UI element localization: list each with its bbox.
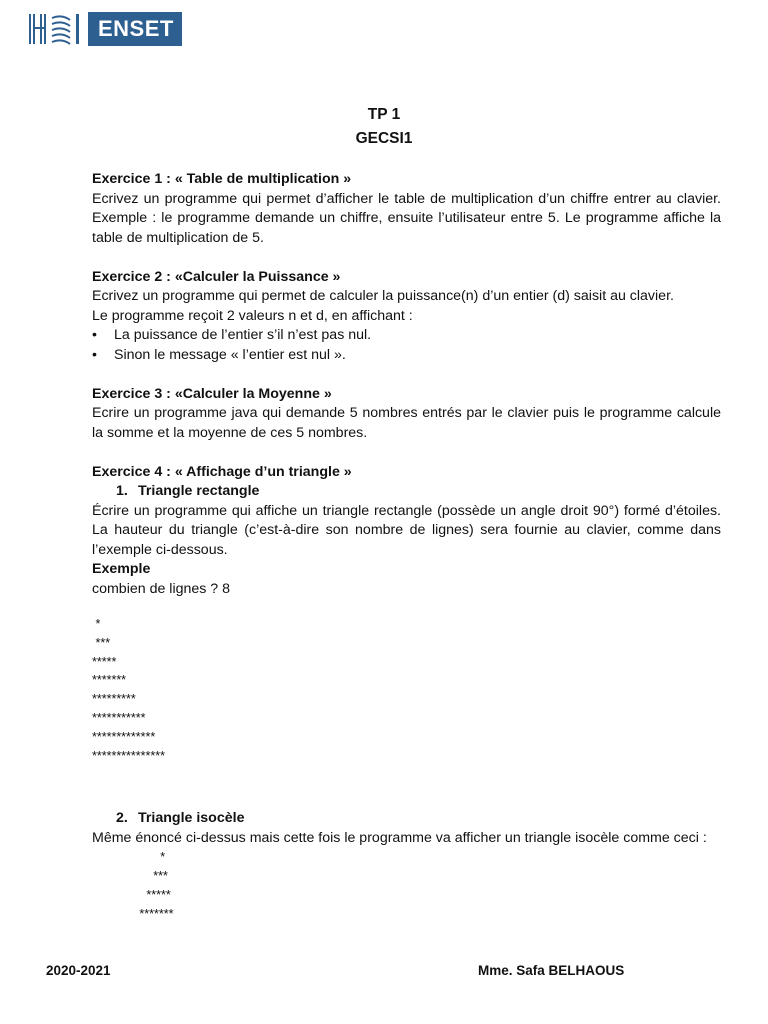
subsection-1-title [92,482,721,502]
exercise-2-line-1: Ecrivez un programme qui permet de calculer la puissance(n) d’un entier (d) saisit au clavier. [92,288,674,304]
document-body [92,170,721,924]
exercise-3-text: Ecrire un programme java qui demande 5 nombres entrés par le clavier puis le programme calcule la somme et la moyenne de ces 5 nombres. [92,405,721,441]
enset-logo-text: ENSET [88,12,182,46]
example-label: Exemple [92,561,151,577]
subsection-2-text: Même énoncé ci-dessus mais cette fois le programme va afficher un triangle isocèle comme ceci : [92,829,707,846]
doc-title: TP 1 [367,106,401,123]
subsection-1-number: 1. [116,483,128,499]
list-item: • Sinon le message « l’entier est nul ». [92,346,721,366]
subsection-2-title [92,809,721,829]
footer-year: 2020-2021 [46,963,111,978]
subsection-1-label: Triangle rectangle [138,483,260,499]
exercise-1-text: Ecrivez un programme qui permet d’afficher le table de multiplication d’un chiffre entrer au clavier. Exemple : le programme demande un chiffre, ensuite l’utilisateur entre 5. Le programme affiche la table de multiplication de 5. [92,190,721,246]
footer-author: Mme. Safa BELHAOUS [478,963,625,978]
exercise-2-heading: Exercice 2 : «Calculer la Puissance » [92,268,341,285]
exercise-2-bullets [92,326,721,365]
university-logo-icon [28,12,80,46]
exercise-4-heading: Exercice 4 : « Affichage d’un triangle » [92,463,352,480]
example-prompt: combien de lignes ? 8 [92,580,231,597]
isosceles-triangle-output: * *** ***** ******* [139,850,174,921]
logo [28,12,182,46]
doc-subtitle: GECSI1 [355,130,413,147]
subsection-1-text: Écrire un programme qui affiche un triangle rectangle (possède un angle droit 90°) formé d’étoiles. La hauteur du triangle (c’est-à-dire son nombre de lignes) sera fournie au clavier, comme dans l’exemple ci-dessous. [92,502,721,558]
exercise-2-line-2: Le programme reçoit 2 valeurs n et d, en affichant : [92,307,413,324]
list-item: • La puissance de l’entier s’il n’est pas nul. [92,326,721,346]
exercise-1-heading: Exercice 1 : « Table de multiplication » [92,171,352,187]
subsection-2-label: Triangle isocèle [138,810,245,827]
subsection-2-number: 2. [116,810,128,827]
right-triangle-output: * *** ***** ******* ********* *********** ************* *************** [92,617,165,763]
exercise-3-heading: Exercice 3 : «Calculer la Moyenne » [92,385,332,402]
